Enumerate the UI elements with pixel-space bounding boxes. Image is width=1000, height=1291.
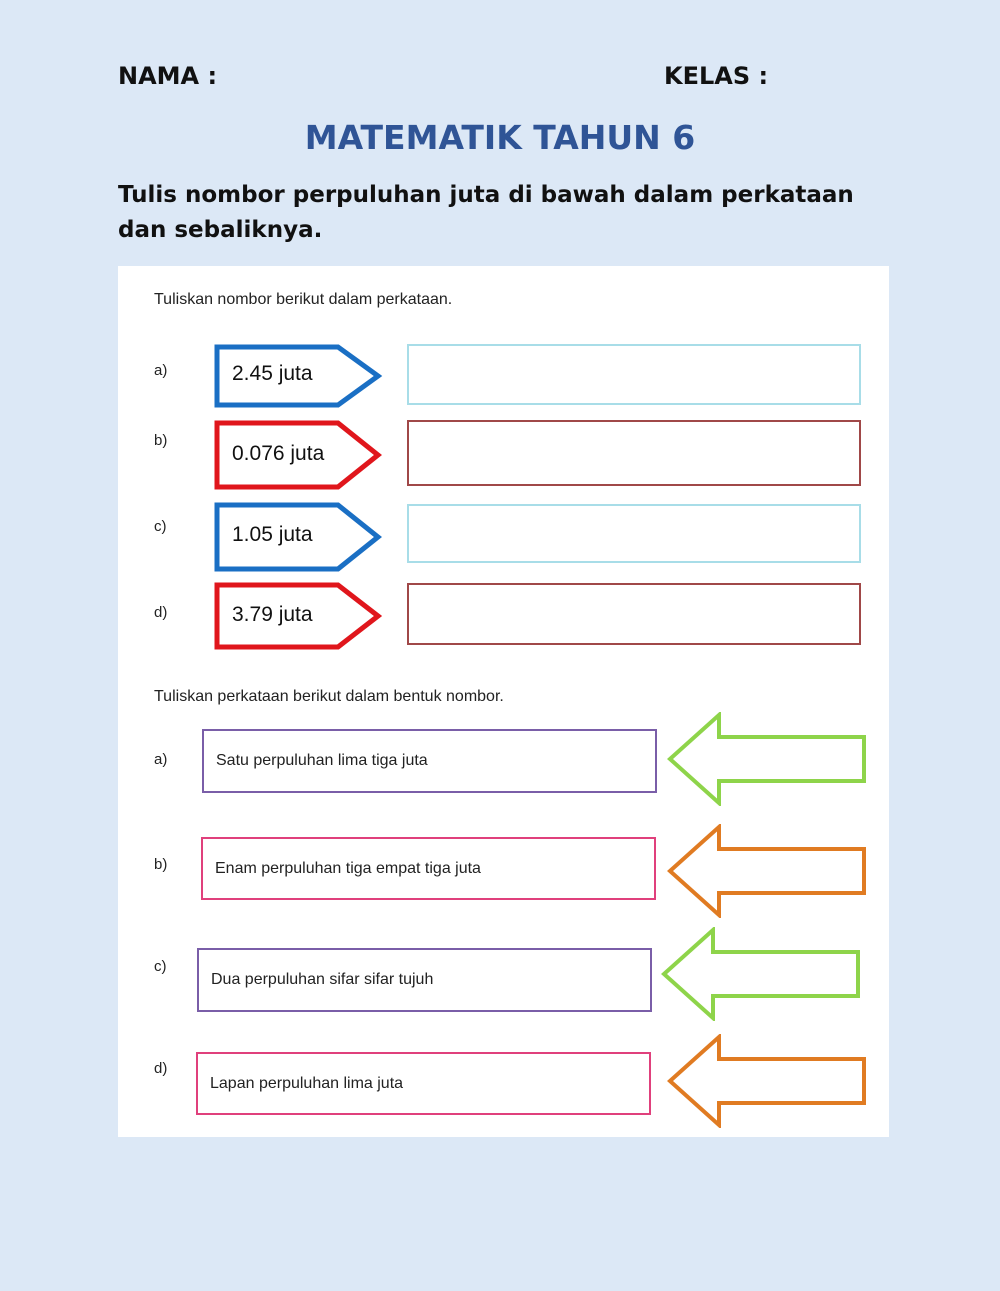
number-value: 2.45 juta xyxy=(232,362,313,385)
number-tag xyxy=(214,344,384,408)
word-box: Enam perpuluhan tiga empat tiga juta xyxy=(201,837,656,900)
number-tag xyxy=(214,502,384,572)
number-value: 0.076 juta xyxy=(232,442,325,465)
answer-box[interactable] xyxy=(407,344,861,405)
answer-box[interactable] xyxy=(407,420,861,486)
answer-box[interactable] xyxy=(407,583,861,645)
section1-title: Tuliskan nombor berikut dalam perkataan. xyxy=(154,291,453,308)
class-label: KELAS : xyxy=(664,62,769,90)
item-label: b) xyxy=(154,856,168,873)
item-label: d) xyxy=(154,604,168,621)
section2-title: Tuliskan perkataan berikut dalam bentuk nombor. xyxy=(154,688,504,705)
instruction-text: Tulis nombor perpuluhan juta di bawah dalam perkataan dan sebaliknya. xyxy=(118,182,854,243)
left-arrow[interactable] xyxy=(660,927,864,1021)
item-label: c) xyxy=(154,518,167,535)
page-title: MATEMATIK TAHUN 6 xyxy=(304,118,696,157)
word-box: Satu perpuluhan lima tiga juta xyxy=(202,729,657,793)
name-label: NAMA : xyxy=(118,62,218,90)
item-label: b) xyxy=(154,432,168,449)
word-box: Lapan perpuluhan lima juta xyxy=(196,1052,651,1115)
number-tag xyxy=(214,582,384,650)
number-tag xyxy=(214,420,384,490)
word-box: Dua perpuluhan sifar sifar tujuh xyxy=(197,948,652,1012)
item-label: a) xyxy=(154,751,168,768)
answer-box[interactable] xyxy=(407,504,861,563)
left-arrow[interactable] xyxy=(666,712,870,806)
number-value: 1.05 juta xyxy=(232,523,313,546)
item-label: c) xyxy=(154,958,167,975)
worksheet xyxy=(118,266,889,1137)
item-label: a) xyxy=(154,362,168,379)
left-arrow[interactable] xyxy=(666,824,870,918)
number-value: 3.79 juta xyxy=(232,603,313,626)
item-label: d) xyxy=(154,1060,168,1077)
left-arrow[interactable] xyxy=(666,1034,870,1128)
